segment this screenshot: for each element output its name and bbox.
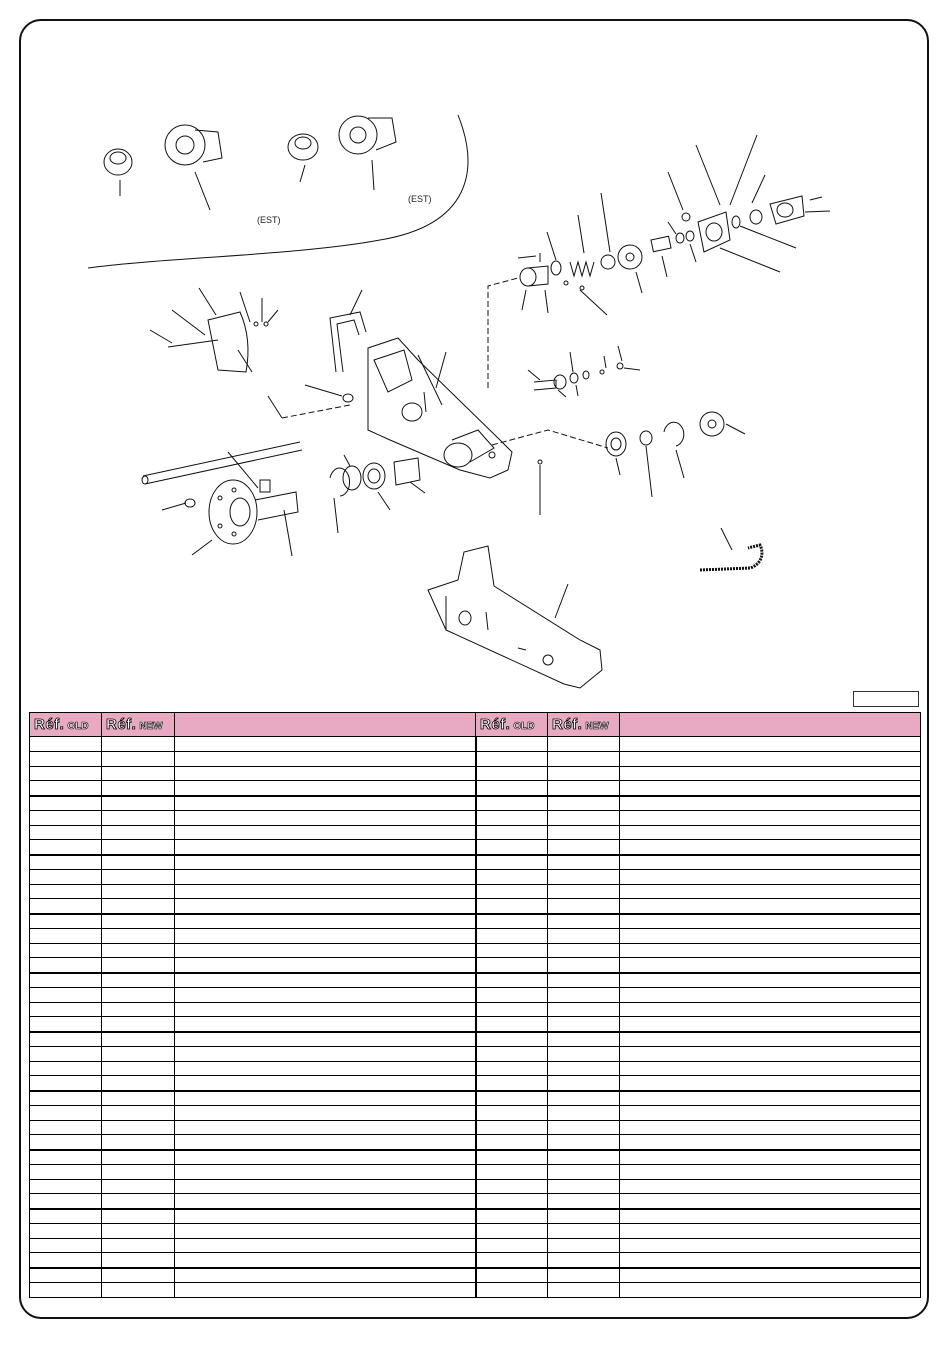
table-cell [30, 1017, 102, 1032]
table-cell [620, 825, 921, 840]
table-cell [102, 869, 175, 884]
table-cell [30, 1282, 102, 1297]
table-cell [620, 1120, 921, 1135]
table-cell [175, 840, 476, 855]
table-cell [102, 1120, 175, 1135]
table-cell [30, 810, 102, 825]
table-row [30, 1223, 921, 1238]
table-cell [476, 1061, 548, 1076]
parts-table-header [30, 713, 921, 737]
table-cell [102, 1002, 175, 1017]
table-cell [620, 1253, 921, 1268]
table-cell [620, 781, 921, 796]
bearing-set-lower-left [330, 455, 425, 533]
table-cell [620, 796, 921, 811]
table-cell [175, 1179, 476, 1194]
table-cell [620, 1223, 921, 1238]
table-cell [476, 869, 548, 884]
table-cell [175, 766, 476, 781]
table-cell [102, 958, 175, 973]
table-cell [30, 766, 102, 781]
table-row [30, 1076, 921, 1091]
table-cell [476, 1223, 548, 1238]
table-cell [620, 958, 921, 973]
table-cell [548, 1135, 620, 1150]
table-cell [30, 825, 102, 840]
table-row [30, 840, 921, 855]
table-cell [175, 1164, 476, 1179]
table-cell [476, 1032, 548, 1047]
cam-part-1 [104, 149, 132, 196]
table-cell [102, 840, 175, 855]
table-cell [30, 958, 102, 973]
table-cell [30, 781, 102, 796]
table-row [30, 1061, 921, 1076]
frame-arm-variant [428, 546, 602, 688]
table-cell [476, 1194, 548, 1209]
main-frame-arm [368, 338, 512, 478]
table-cell [476, 840, 548, 855]
table-cell [30, 1179, 102, 1194]
table-cell [476, 737, 548, 752]
table-cell [175, 973, 476, 988]
table-cell [30, 1091, 102, 1106]
inset-separator-line [88, 115, 468, 268]
table-cell [102, 855, 175, 870]
table-cell [620, 899, 921, 914]
table-cell [620, 943, 921, 958]
table-cell [620, 855, 921, 870]
table-row [30, 987, 921, 1002]
table-cell [30, 987, 102, 1002]
table-cell [620, 1194, 921, 1209]
table-row [30, 899, 921, 914]
table-cell [175, 1105, 476, 1120]
table-cell [102, 737, 175, 752]
table-cell [102, 987, 175, 1002]
table-cell [30, 796, 102, 811]
table-cell [102, 943, 175, 958]
table-cell [548, 1253, 620, 1268]
table-cell [30, 1268, 102, 1283]
table-cell [620, 987, 921, 1002]
chain-guard [150, 288, 282, 418]
table-cell [102, 928, 175, 943]
table-cell [548, 1238, 620, 1253]
table-cell [102, 1076, 175, 1091]
table-cell [548, 1002, 620, 1017]
table-cell [620, 914, 921, 929]
table-cell [620, 1179, 921, 1194]
table-cell [102, 1105, 175, 1120]
table-cell [548, 840, 620, 855]
table-cell [102, 1194, 175, 1209]
table-cell [620, 869, 921, 884]
table-cell [102, 1179, 175, 1194]
pin-set-middle [528, 346, 640, 397]
table-cell [175, 796, 476, 811]
table-cell [30, 1238, 102, 1253]
table-cell [175, 781, 476, 796]
table-cell [102, 796, 175, 811]
table-cell [476, 899, 548, 914]
table-cell [30, 1002, 102, 1017]
leader-left [282, 405, 350, 418]
table-cell [548, 1268, 620, 1283]
table-row [30, 1179, 921, 1194]
table-cell [30, 1076, 102, 1091]
handle-bar [305, 290, 366, 402]
table-cell [102, 1032, 175, 1047]
table-cell [102, 1150, 175, 1165]
upper-shaft-assembly [518, 135, 830, 315]
table-row [30, 796, 921, 811]
table-cell [476, 810, 548, 825]
table-cell [175, 1091, 476, 1106]
table-cell [476, 943, 548, 958]
table-cell [476, 751, 548, 766]
table-cell [476, 958, 548, 973]
table-cell [476, 1179, 548, 1194]
table-cell [102, 1282, 175, 1297]
table-cell [102, 1253, 175, 1268]
table-cell [548, 1179, 620, 1194]
table-cell [548, 825, 620, 840]
table-row [30, 766, 921, 781]
table-cell [102, 1164, 175, 1179]
table-cell [620, 1046, 921, 1061]
table-cell [548, 987, 620, 1002]
table-cell [548, 1282, 620, 1297]
table-cell [30, 1046, 102, 1061]
table-cell [30, 1120, 102, 1135]
table-cell [620, 1091, 921, 1106]
table-row [30, 825, 921, 840]
table-row [30, 1002, 921, 1017]
table-cell [175, 987, 476, 1002]
table-cell [175, 1017, 476, 1032]
table-cell [620, 973, 921, 988]
leader-lower [492, 430, 608, 448]
table-cell [102, 1135, 175, 1150]
table-row [30, 958, 921, 973]
table-row [30, 1032, 921, 1047]
table-cell [620, 1017, 921, 1032]
variant-label-2: (EST) [408, 194, 432, 204]
table-cell [548, 1032, 620, 1047]
table-cell [175, 1268, 476, 1283]
table-cell [102, 825, 175, 840]
table-row [30, 1046, 921, 1061]
table-cell [548, 1194, 620, 1209]
table-cell [620, 1268, 921, 1283]
table-cell [30, 737, 102, 752]
table-cell [476, 1076, 548, 1091]
table-row [30, 943, 921, 958]
table-cell [620, 751, 921, 766]
table-cell [548, 1105, 620, 1120]
table-cell [476, 1209, 548, 1224]
table-cell [175, 810, 476, 825]
table-cell [30, 973, 102, 988]
table-cell [175, 1076, 476, 1091]
table-cell [620, 1002, 921, 1017]
table-cell [102, 1046, 175, 1061]
table-cell [30, 1223, 102, 1238]
table-cell [30, 1150, 102, 1165]
table-cell [102, 884, 175, 899]
table-cell [175, 825, 476, 840]
table-cell [476, 1017, 548, 1032]
table-cell [548, 973, 620, 988]
table-cell [30, 928, 102, 943]
table-row [30, 914, 921, 929]
header-ref-old-left: Réf. OLD [30, 713, 102, 737]
table-cell [175, 1253, 476, 1268]
table-cell [548, 781, 620, 796]
table-cell [548, 766, 620, 781]
table-cell [102, 1061, 175, 1076]
table-cell [102, 751, 175, 766]
table-cell [175, 884, 476, 899]
table-cell [175, 855, 476, 870]
table-row [30, 1282, 921, 1297]
table-cell [548, 914, 620, 929]
table-row [30, 1164, 921, 1179]
table-cell [30, 884, 102, 899]
table-cell [102, 1238, 175, 1253]
table-cell [476, 1135, 548, 1150]
table-cell [175, 1002, 476, 1017]
table-cell [30, 1032, 102, 1047]
table-cell [620, 884, 921, 899]
table-cell [175, 958, 476, 973]
table-row [30, 1209, 921, 1224]
table-cell [102, 766, 175, 781]
table-cell [476, 1253, 548, 1268]
table-row [30, 1238, 921, 1253]
table-cell [548, 751, 620, 766]
table-cell [476, 1282, 548, 1297]
sprocket-part-2 [339, 116, 396, 190]
table-row [30, 1268, 921, 1283]
table-cell [30, 1164, 102, 1179]
table-cell [548, 928, 620, 943]
table-cell [476, 1164, 548, 1179]
table-cell [175, 1120, 476, 1135]
table-cell [30, 1105, 102, 1120]
table-cell [548, 1209, 620, 1224]
table-cell [548, 884, 620, 899]
table-row [30, 751, 921, 766]
table-cell [30, 1135, 102, 1150]
table-row [30, 928, 921, 943]
table-cell [175, 899, 476, 914]
leader-upper [488, 278, 518, 388]
table-cell [476, 884, 548, 899]
table-cell [476, 1105, 548, 1120]
cam-part-2 [288, 134, 318, 182]
wheel-hub [162, 480, 298, 556]
table-cell [102, 1017, 175, 1032]
table-cell [548, 1017, 620, 1032]
table-cell [476, 973, 548, 988]
table-cell [548, 899, 620, 914]
table-cell [102, 1209, 175, 1224]
table-cell [175, 1061, 476, 1076]
table-cell [548, 1076, 620, 1091]
header-ref-new-right: Réf. NEW [548, 713, 620, 737]
header-ref-old-right: Réf. OLD [476, 713, 548, 737]
table-cell [620, 840, 921, 855]
table-cell [102, 1223, 175, 1238]
table-cell [548, 943, 620, 958]
table-cell [476, 1238, 548, 1253]
table-cell [620, 928, 921, 943]
table-cell [548, 855, 620, 870]
table-cell [476, 766, 548, 781]
header-designation-right [620, 713, 921, 737]
table-cell [102, 810, 175, 825]
parts-table [29, 712, 920, 1298]
table-cell [476, 796, 548, 811]
table-cell [102, 1268, 175, 1283]
sprocket-part-1 [165, 125, 222, 210]
table-cell [30, 1061, 102, 1076]
table-cell [476, 928, 548, 943]
table-row [30, 884, 921, 899]
table-cell [175, 1046, 476, 1061]
table-cell [620, 1164, 921, 1179]
table-cell [620, 1150, 921, 1165]
table-cell [548, 1091, 620, 1106]
table-cell [30, 1253, 102, 1268]
table-cell [476, 1268, 548, 1283]
table-cell [548, 958, 620, 973]
table-cell [175, 1223, 476, 1238]
table-cell [175, 1282, 476, 1297]
table-cell [175, 914, 476, 929]
table-cell [30, 943, 102, 958]
table-cell [548, 1046, 620, 1061]
table-cell [30, 751, 102, 766]
table-cell [30, 899, 102, 914]
table-cell [30, 840, 102, 855]
table-cell [175, 737, 476, 752]
drive-shaft [142, 442, 302, 488]
table-cell [620, 737, 921, 752]
table-cell [620, 1061, 921, 1076]
table-cell [30, 855, 102, 870]
table-row [30, 1150, 921, 1165]
table-row [30, 1017, 921, 1032]
table-cell [620, 1135, 921, 1150]
table-cell [548, 1164, 620, 1179]
table-cell [548, 737, 620, 752]
variant-label-1: (EST) [257, 215, 281, 225]
table-cell [620, 1076, 921, 1091]
table-cell [476, 1046, 548, 1061]
table-cell [175, 869, 476, 884]
table-cell [102, 899, 175, 914]
table-cell [620, 1032, 921, 1047]
table-cell [102, 973, 175, 988]
table-row [30, 973, 921, 988]
table-row [30, 1135, 921, 1150]
table-cell [175, 1150, 476, 1165]
table-row [30, 781, 921, 796]
table-cell [30, 869, 102, 884]
reference-code-box [853, 691, 919, 707]
table-cell [548, 796, 620, 811]
table-cell [620, 1209, 921, 1224]
table-cell [102, 781, 175, 796]
table-cell [175, 928, 476, 943]
table-cell [548, 1061, 620, 1076]
table-cell [476, 914, 548, 929]
table-cell [476, 1150, 548, 1165]
table-cell [175, 751, 476, 766]
table-cell [30, 914, 102, 929]
table-cell [476, 1091, 548, 1106]
table-cell [175, 943, 476, 958]
table-cell [548, 1223, 620, 1238]
table-cell [620, 1238, 921, 1253]
table-cell [548, 1120, 620, 1135]
table-cell [175, 1135, 476, 1150]
header-ref-new-left: Réf. NEW [102, 713, 175, 737]
table-cell [476, 987, 548, 1002]
table-cell [620, 1105, 921, 1120]
table-cell [548, 810, 620, 825]
table-cell [175, 1238, 476, 1253]
table-row [30, 855, 921, 870]
table-cell [175, 1032, 476, 1047]
table-cell [620, 1282, 921, 1297]
table-cell [102, 914, 175, 929]
table-cell [175, 1194, 476, 1209]
table-row [30, 869, 921, 884]
table-row [30, 1194, 921, 1209]
table-cell [620, 766, 921, 781]
table-cell [476, 781, 548, 796]
table-cell [476, 1002, 548, 1017]
header-designation-left [175, 713, 476, 737]
table-row [30, 1253, 921, 1268]
table-cell [476, 1120, 548, 1135]
table-cell [548, 1150, 620, 1165]
table-cell [620, 810, 921, 825]
table-row [30, 810, 921, 825]
bearing-set-lower-right [538, 412, 745, 515]
table-cell [548, 869, 620, 884]
table-cell [175, 1209, 476, 1224]
table-row [30, 1105, 921, 1120]
table-cell [476, 825, 548, 840]
drive-chain [700, 528, 762, 570]
table-cell [476, 855, 548, 870]
table-row [30, 1091, 921, 1106]
table-cell [30, 1194, 102, 1209]
table-row [30, 737, 921, 752]
table-cell [102, 1091, 175, 1106]
table-cell [30, 1209, 102, 1224]
table-row [30, 1120, 921, 1135]
